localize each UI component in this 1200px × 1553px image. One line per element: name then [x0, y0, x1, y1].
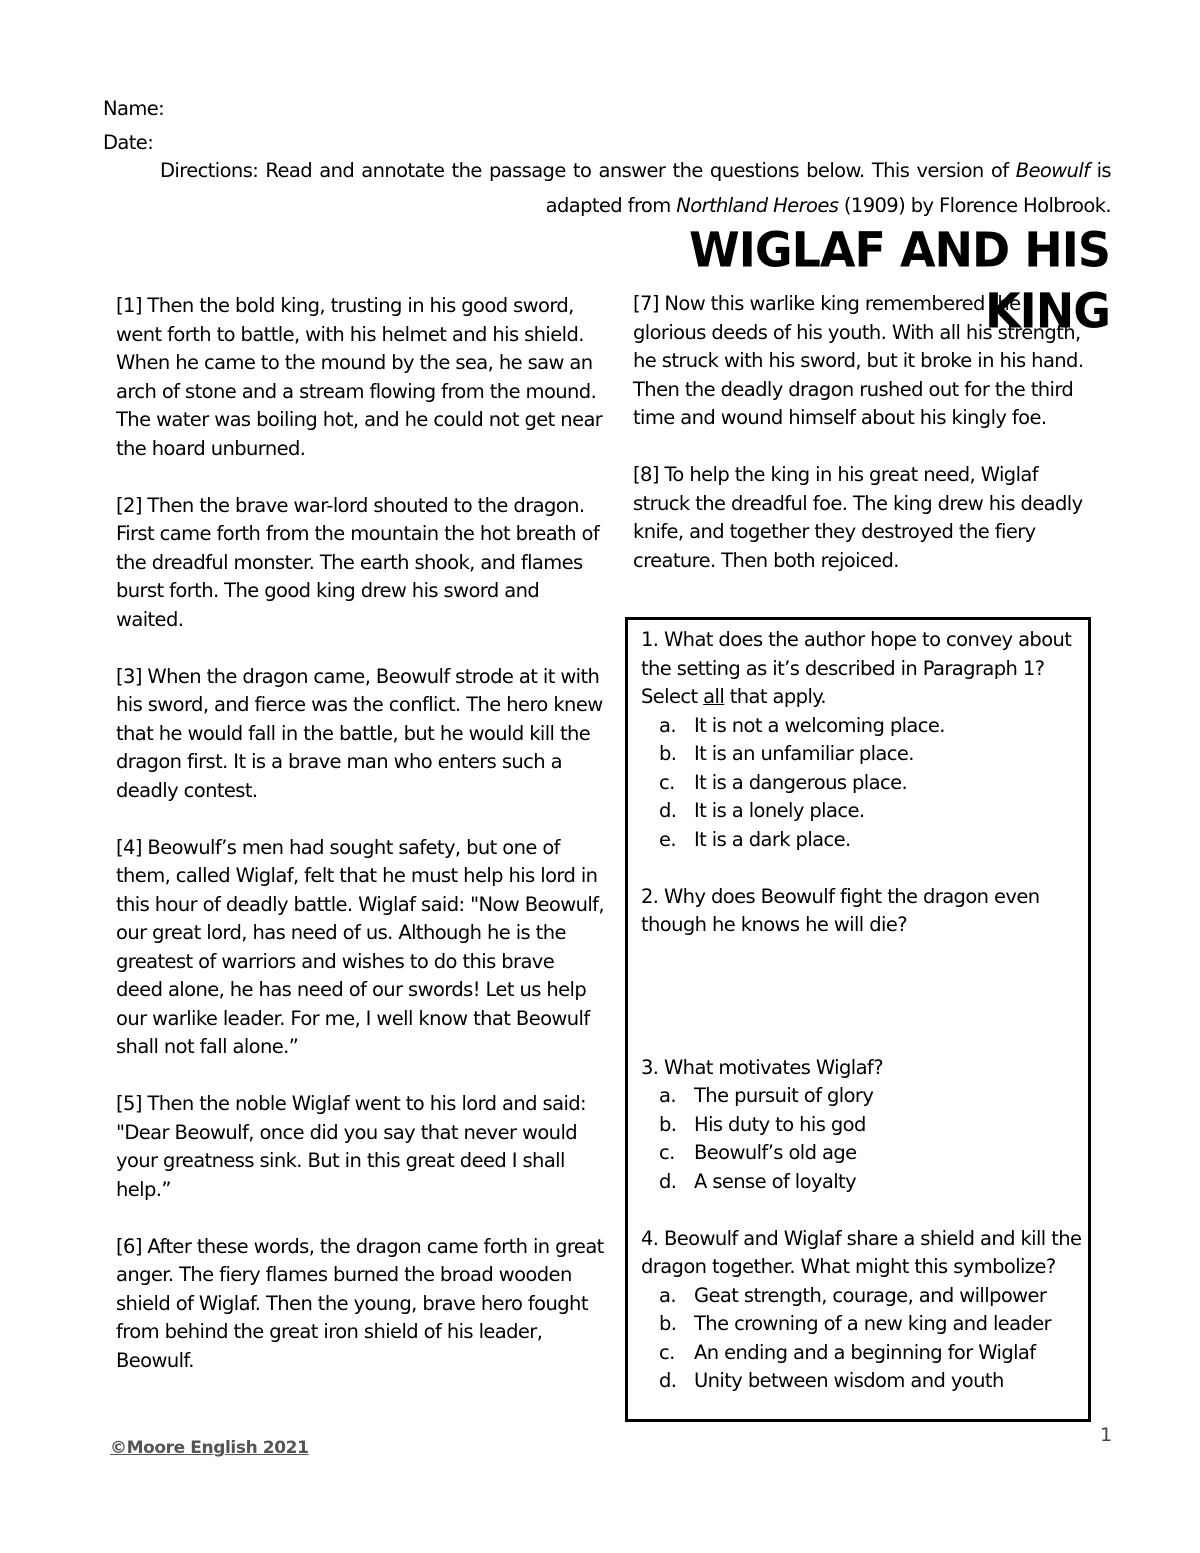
option-letter: a.	[659, 713, 676, 737]
paragraph-4: [4] Beowulf’s men had sought safety, but one of them, called Wiglaf, felt that he must help his lord in this hour of deadly battle. Wiglaf said: "Now Beowulf, our great lord, has need of us. Although he is the greatest of warriors and wishes to do this brave deed alone, he has need of our swords! Let us help our warlike leader. For me, I well know that Beowulf shall not fall alone.”	[116, 835, 605, 1058]
option-text: It is a lonely place.	[694, 799, 865, 822]
answer-option[interactable]	[641, 1168, 1083, 1197]
answer-option[interactable]	[641, 826, 1083, 855]
answer-option[interactable]	[641, 712, 1083, 741]
paragraph-8: [8] To help the king in his great need, Wiglaf struck the dreadful foe. The king drew his deadly knife, and together they destroyed the fiery creature. Then both rejoiced.	[633, 463, 1083, 572]
answer-option[interactable]	[641, 1339, 1083, 1368]
question-2-answer-space[interactable]	[641, 940, 1083, 1054]
answer-option[interactable]	[641, 1111, 1083, 1140]
option-letter: d.	[659, 1169, 677, 1193]
paragraph-3: [3] When the dragon came, Beowulf strode at it with his sword, and fierce was the conflict. The hero knew that he would fall in the battle, but he would kill the dragon first. It is a brave man who enters such a deadly contest.	[116, 664, 603, 802]
option-text: Unity between wisdom and youth	[694, 1369, 1004, 1392]
option-letter: b.	[659, 1112, 677, 1136]
option-letter: b.	[659, 1312, 677, 1335]
question-4-prompt: 4. Beowulf and Wiglaf share a shield and kill the dragon together. What might this symbolize?	[641, 1226, 1082, 1278]
directions	[103, 153, 1111, 223]
option-text: Geat strength, courage, and willpower	[694, 1283, 1047, 1307]
option-text: It is not a welcoming place.	[694, 713, 945, 737]
question-4-options	[641, 1282, 1083, 1396]
paragraph-7: [7] Now this warlike king remembered the glorious deeds of his youth. With all his strength, he struck with his sword, but it broke in his hand. Then the deadly dragon rushed out for the third time and wound himself about his kingly foe.	[633, 292, 1084, 429]
paragraph-5: [5] Then the noble Wiglaf went to his lord and said: "Dear Beowulf, once did you say that never would your greatness sink. But in this great deed I shall help.”	[116, 1092, 587, 1201]
copyright-footer: ©Moore English 2021	[110, 1438, 309, 1458]
directions-text-end: (1909) by Florence Holbrook.	[838, 194, 1111, 217]
option-text: His duty to his god	[694, 1112, 866, 1136]
answer-option[interactable]	[641, 1139, 1083, 1168]
answer-option[interactable]	[641, 1282, 1083, 1311]
option-text: It is a dangerous place.	[694, 770, 908, 794]
option-letter: d.	[659, 1369, 677, 1392]
passage-right-column	[633, 290, 1093, 604]
option-letter: c.	[659, 770, 675, 794]
question-1-options	[641, 712, 1083, 855]
name-label: Name:	[103, 97, 165, 120]
option-letter: b.	[659, 742, 677, 765]
directions-text-mid: is adapted from	[545, 159, 1111, 217]
question-1-prompt	[641, 626, 1083, 712]
option-text: Beowulf’s old age	[694, 1141, 857, 1164]
answer-option[interactable]	[641, 797, 1083, 826]
answer-option[interactable]	[641, 1082, 1083, 1111]
option-text: The pursuit of glory	[694, 1084, 874, 1107]
question-1-text-end: that apply.	[724, 685, 827, 708]
question-1-text: 1. What does the author hope to convey about the setting as it’s described in Paragraph 1? Select	[641, 628, 1072, 708]
option-text: The crowning of a new king and leader	[694, 1312, 1052, 1335]
passage-title: WIGLAF AND HIS KING	[688, 221, 1110, 339]
question-1-underlined: all	[703, 685, 725, 708]
answer-option[interactable]	[641, 1367, 1083, 1396]
directions-text: Directions: Read and annotate the passage to answer the questions below. This version of	[160, 159, 1016, 182]
answer-option[interactable]	[641, 740, 1083, 769]
option-text: It is an unfamiliar place.	[694, 742, 914, 765]
option-letter: a.	[659, 1283, 676, 1307]
question-3-options	[641, 1082, 1083, 1196]
option-letter: c.	[659, 1141, 675, 1164]
option-text: An ending and a beginning for Wiglaf	[694, 1340, 1036, 1364]
question-2-prompt: 2. Why does Beowulf fight the dragon even though he knows he will die?	[641, 884, 1040, 936]
paragraph-2: [2] Then the brave war-lord shouted to the dragon. First came forth from the mountain the hot breath of the dreadful monster. The earth shook, and flames burst forth. The good king drew his sword and waited.	[116, 493, 600, 631]
directions-source-title: Northland Heroes	[676, 194, 839, 217]
paragraph-6: [6] After these words, the dragon came forth in great anger. The fiery flames burned the broad wooden shield of Wiglaf. Then the young, brave hero fought from behind the great iron shield of his leader, Beowulf.	[116, 1234, 604, 1372]
paragraph-1: [1] Then the bold king, trusting in his good sword, went forth to battle, with his helmet and his shield. When he came to the mound by the sea, he saw an arch of stone and a stream flowing from the mound. The water was boiling hot, and he could not get near the hoard unburned.	[116, 294, 603, 460]
option-text: A sense of loyalty	[694, 1169, 857, 1193]
answer-option[interactable]	[641, 1310, 1083, 1339]
option-text: It is a dark place.	[694, 827, 851, 851]
option-letter: d.	[659, 799, 677, 822]
questions-box	[625, 617, 1091, 1422]
option-letter: c.	[659, 1340, 675, 1364]
answer-option[interactable]	[641, 769, 1083, 798]
option-letter: a.	[659, 1084, 676, 1107]
question-3-prompt: 3. What motivates Wiglaf?	[641, 1055, 883, 1079]
directions-work-title: Beowulf	[1015, 159, 1090, 182]
questions-content	[641, 626, 1083, 1396]
date-label: Date:	[103, 131, 154, 154]
page-number: 1	[1100, 1424, 1113, 1446]
passage-left-column	[116, 292, 604, 1404]
option-letter: e.	[659, 827, 676, 851]
